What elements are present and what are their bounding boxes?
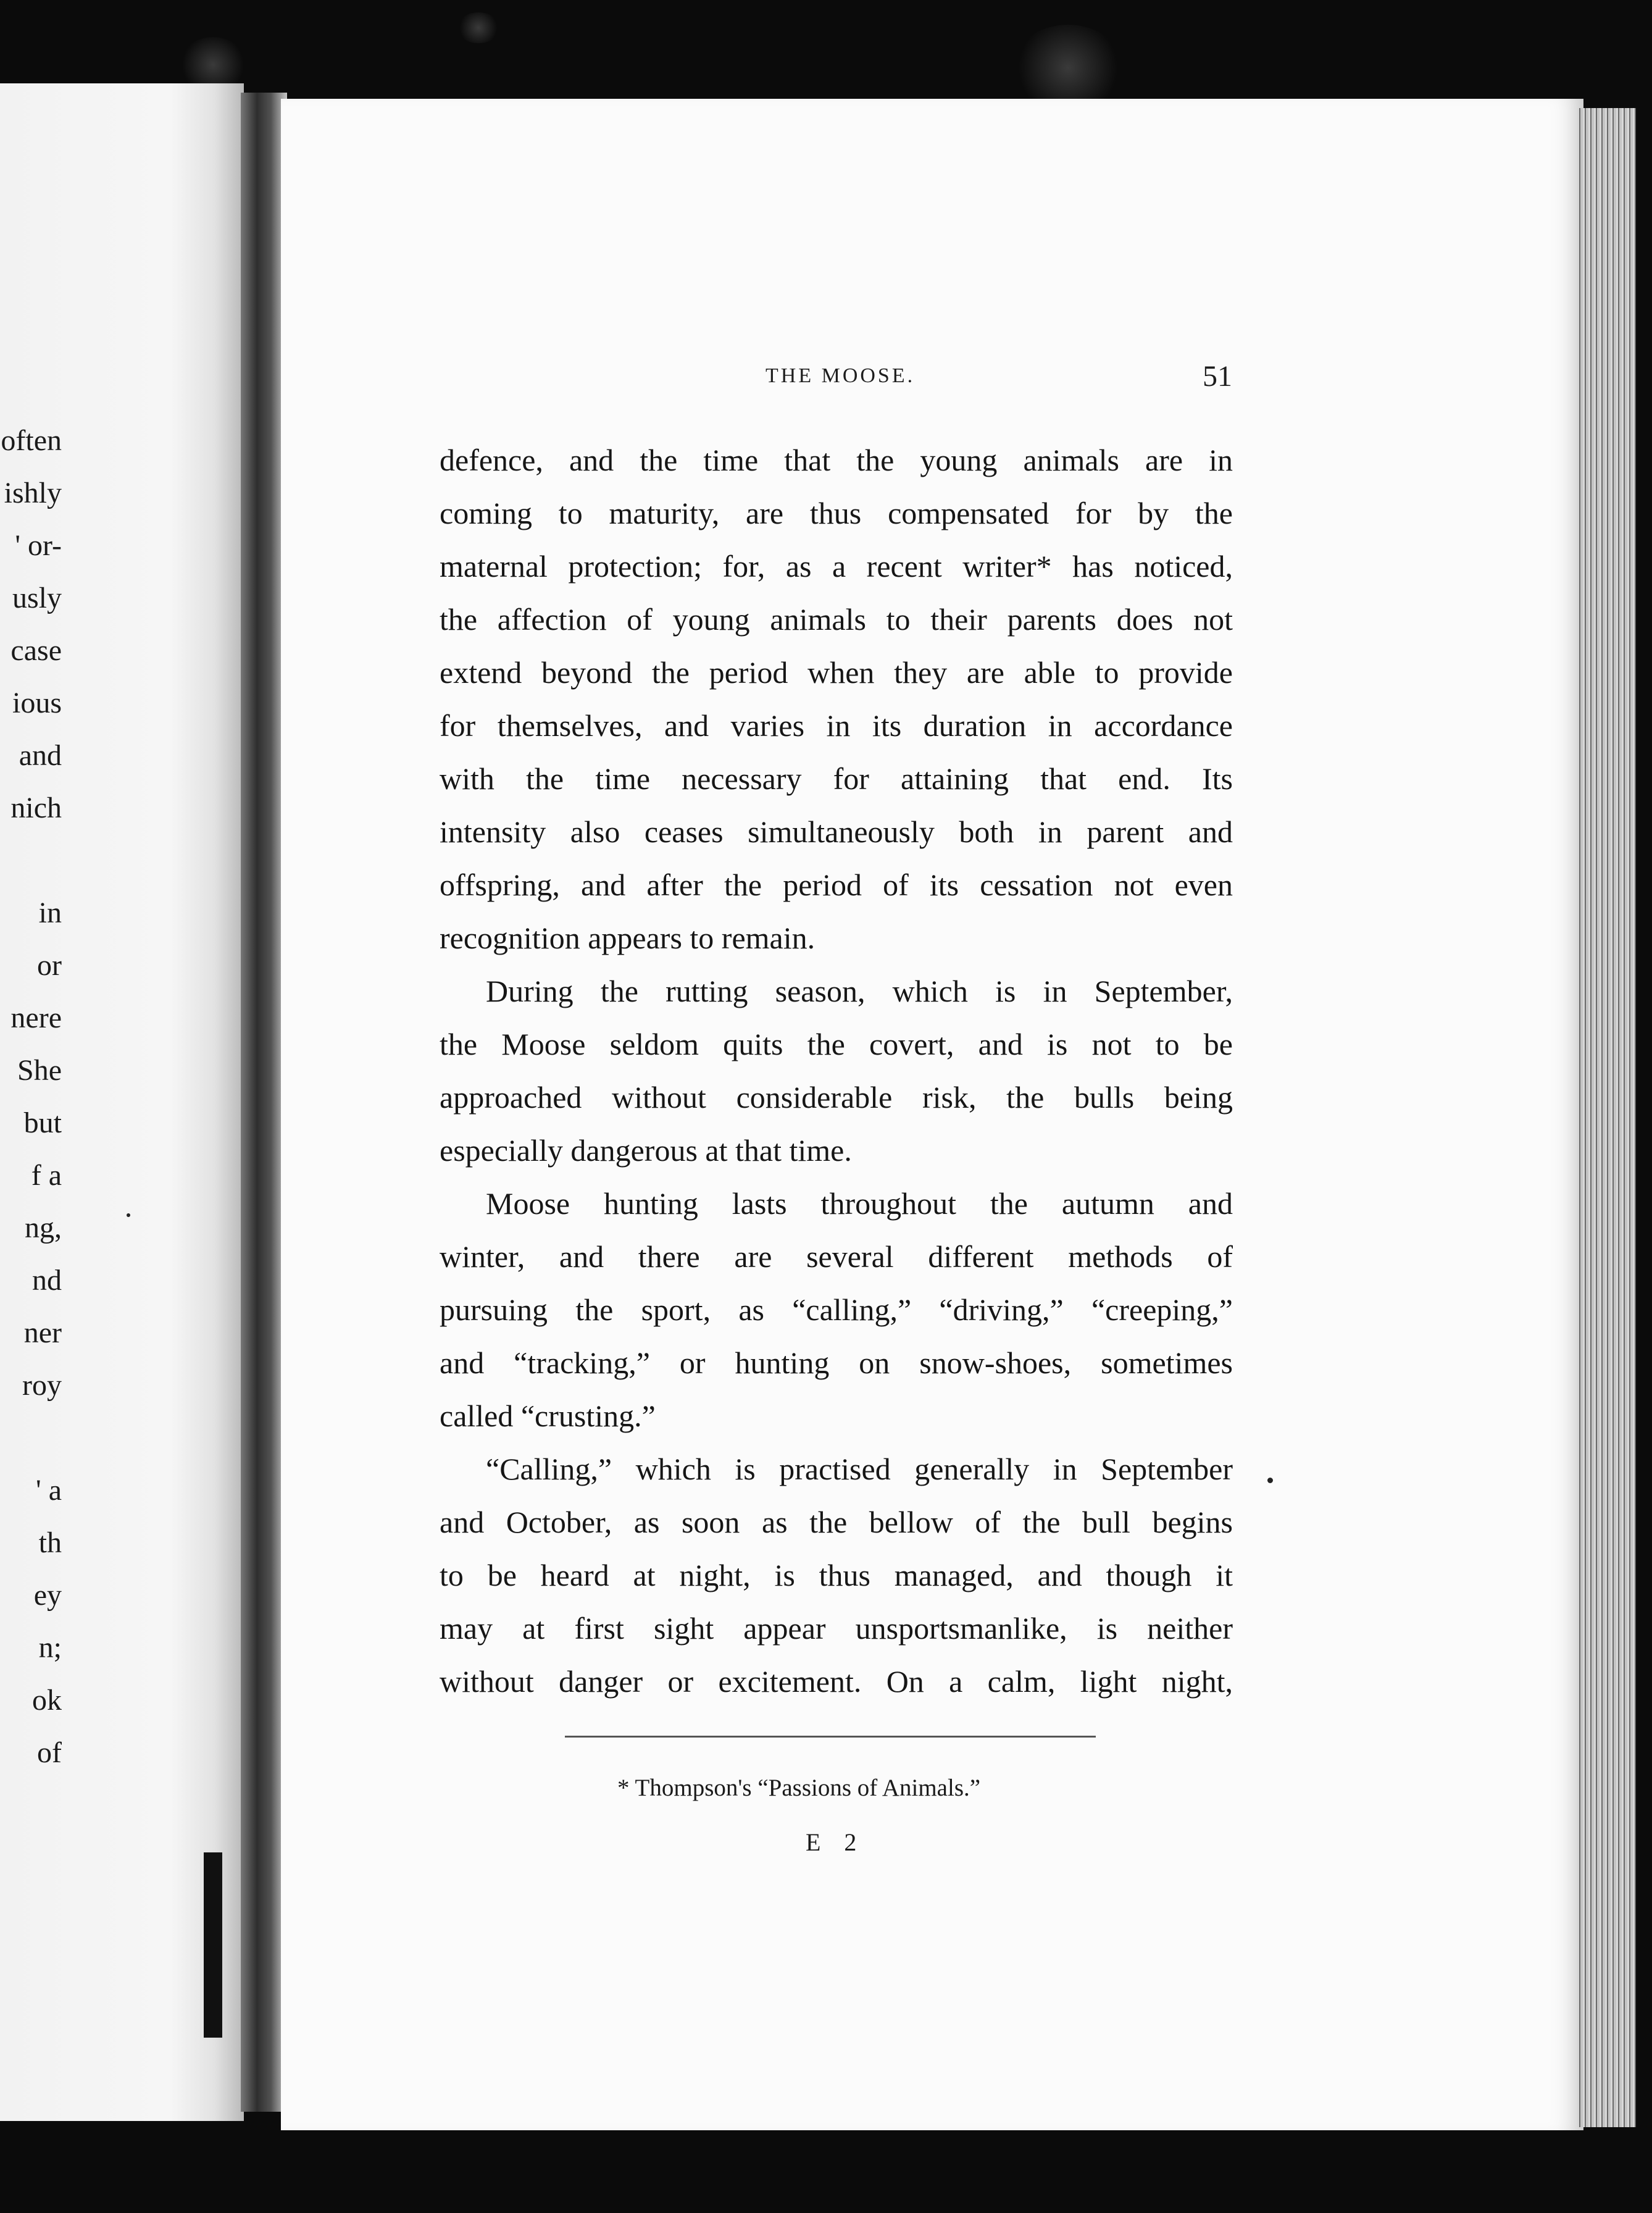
facing-page-line: ious (12, 687, 62, 719)
text-line: winter, and there are several different methods of (440, 1239, 1233, 1274)
text-line: coming to maturity, are thus compensated for by the (440, 496, 1233, 530)
running-head: THE MOOSE. (766, 364, 916, 387)
ink-speck (1267, 1478, 1273, 1483)
text-line: offspring, and after the period of its cessation not even (440, 868, 1233, 902)
facing-page-line: ' or- (15, 529, 62, 562)
facing-page-line: She (17, 1054, 62, 1087)
facing-page-line: and (19, 739, 62, 772)
facing-page-line: case (10, 634, 62, 667)
text-line: extend beyond the period when they are able to provide (440, 655, 1233, 690)
text-line: to be heard at night, is thus managed, and though it (440, 1558, 1233, 1592)
facing-page-line: nd (32, 1264, 62, 1297)
facing-page-line: roy (22, 1369, 62, 1402)
text-line: defence, and the time that the young animals are in (440, 443, 1233, 477)
facing-page-line: but (23, 1106, 62, 1139)
text-line: the Moose seldom quits the covert, and is not to be (440, 1027, 1233, 1061)
body-text (440, 433, 1233, 1708)
facing-page-line: nere (10, 1002, 62, 1034)
facing-page-line: ey (33, 1579, 62, 1612)
facing-page-line: ng, (25, 1211, 62, 1244)
text-line: without danger or excitement. On a calm, light night, (440, 1664, 1233, 1699)
text-line: Moose hunting lasts throughout the autumn and (486, 1186, 1233, 1221)
facing-page-line: ishly (4, 477, 62, 509)
text-line: recognition appears to remain. (440, 921, 816, 955)
ink-speck (127, 1213, 130, 1217)
text-line: maternal protection; for, as a recent writer* has noticed, (440, 549, 1233, 584)
facing-page-line: ok (32, 1684, 62, 1717)
text-line: the affection of young animals to their parents does not (440, 602, 1233, 637)
text-line: and “tracking,” or hunting on snow-shoes, sometimes (440, 1345, 1233, 1380)
signature-mark: E 2 (806, 1828, 866, 1856)
footnote-rule (565, 1736, 1096, 1738)
page-edges (1577, 108, 1636, 2127)
text-line: “Calling,” which is practised generally in September (486, 1452, 1233, 1486)
facing-page-line: nich (10, 792, 62, 824)
text-line: especially dangerous at that time. (440, 1133, 852, 1168)
text-line: and October, as soon as the bellow of the bull begins (440, 1505, 1233, 1539)
page-number: 51 (1203, 360, 1232, 393)
text-line: with the time necessary for attaining that end. Its (440, 761, 1233, 796)
text-line: approached without considerable risk, the bulls being (440, 1080, 1233, 1115)
facing-page-line: in (38, 897, 62, 929)
facing-page-line: n; (38, 1631, 62, 1664)
text-line: called “crusting.” (440, 1399, 656, 1433)
facing-page-line: usly (12, 582, 62, 614)
facing-page-line: often (1, 424, 62, 457)
facing-page-line: ' a (36, 1474, 62, 1507)
text-line: During the rutting season, which is in September, (486, 974, 1233, 1008)
scan-smudge (1012, 25, 1124, 111)
text-line: intensity also ceases simultaneously both in parent and (440, 814, 1233, 849)
text-line: for themselves, and varies in its duration in accordance (440, 708, 1233, 743)
facing-page-line: or (37, 949, 62, 982)
facing-page-line: th (38, 1526, 62, 1559)
book-gutter (241, 93, 287, 2112)
facing-page-line: of (37, 1736, 62, 1769)
scan-smudge (457, 12, 500, 43)
text-line: pursuing the sport, as “calling,” “driving,” “creeping,” (440, 1292, 1233, 1327)
facing-page-line: ner (23, 1316, 62, 1349)
text-line: may at first sight appear unsportsmanlike, is neither (440, 1611, 1233, 1646)
facing-page-line: f a (31, 1159, 62, 1192)
gutter-shadow (204, 1852, 222, 2038)
footnote: * Thompson's “Passions of Animals.” (617, 1775, 981, 1801)
facing-page (0, 83, 244, 2121)
